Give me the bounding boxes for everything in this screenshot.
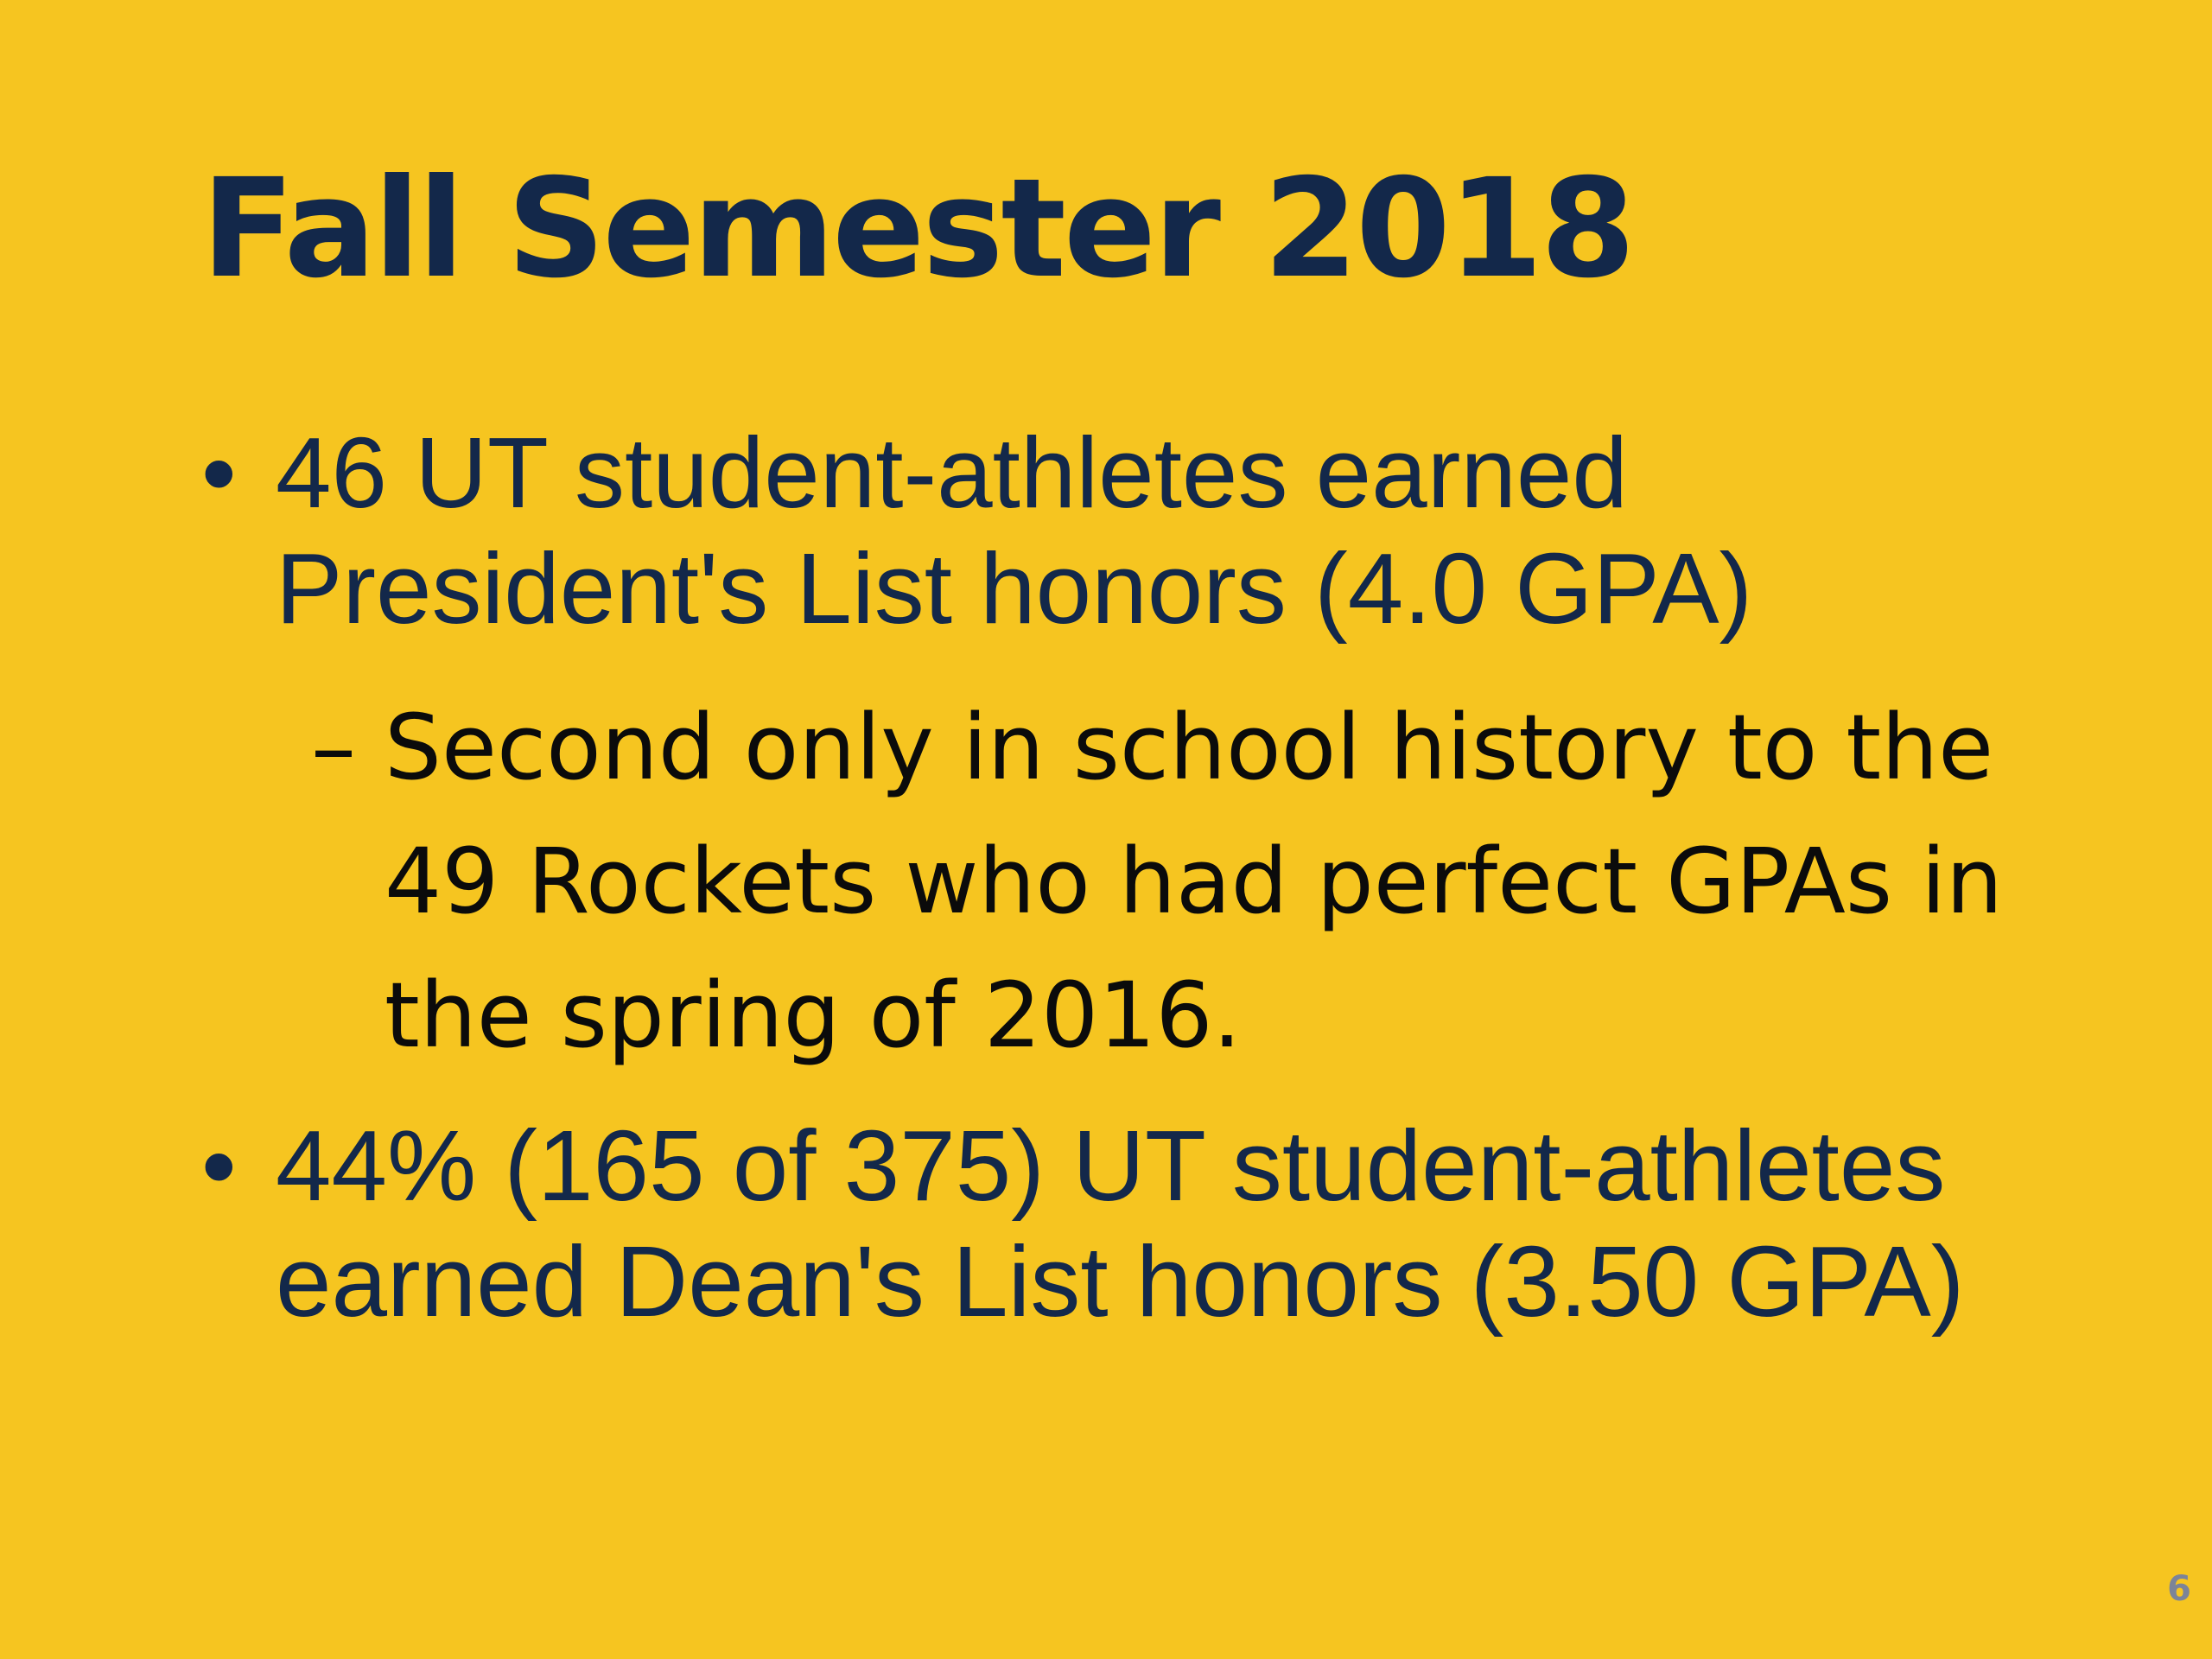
sub-bullet-marker: – — [311, 695, 356, 800]
bullet-line: 46 UT student-athletes earned — [276, 416, 1628, 529]
sub-bullet-line: the spring of 2016. — [385, 963, 1242, 1068]
bullet-line: earned Dean's List honors (3.50 GPA) — [276, 1225, 1965, 1338]
bullet-line: President's List honors (4.0 GPA) — [276, 532, 1753, 645]
sub-bullet-text — [385, 681, 2003, 1083]
sub-bullet-line: Second only in school history to the — [385, 695, 1994, 800]
bullet-text — [276, 415, 1752, 646]
bullet-text — [276, 1108, 1964, 1339]
bullet-marker: • — [201, 416, 237, 529]
bullet-line: 44% (165 of 375) UT student-athletes — [276, 1109, 1946, 1222]
slide-title: Fall Semester 2018 — [201, 149, 1633, 308]
bullet-marker: • — [201, 1109, 237, 1222]
page-number: 6 — [2167, 1569, 2191, 1609]
sub-bullet-line: 49 Rockets who had perfect GPAs in — [385, 829, 2003, 934]
